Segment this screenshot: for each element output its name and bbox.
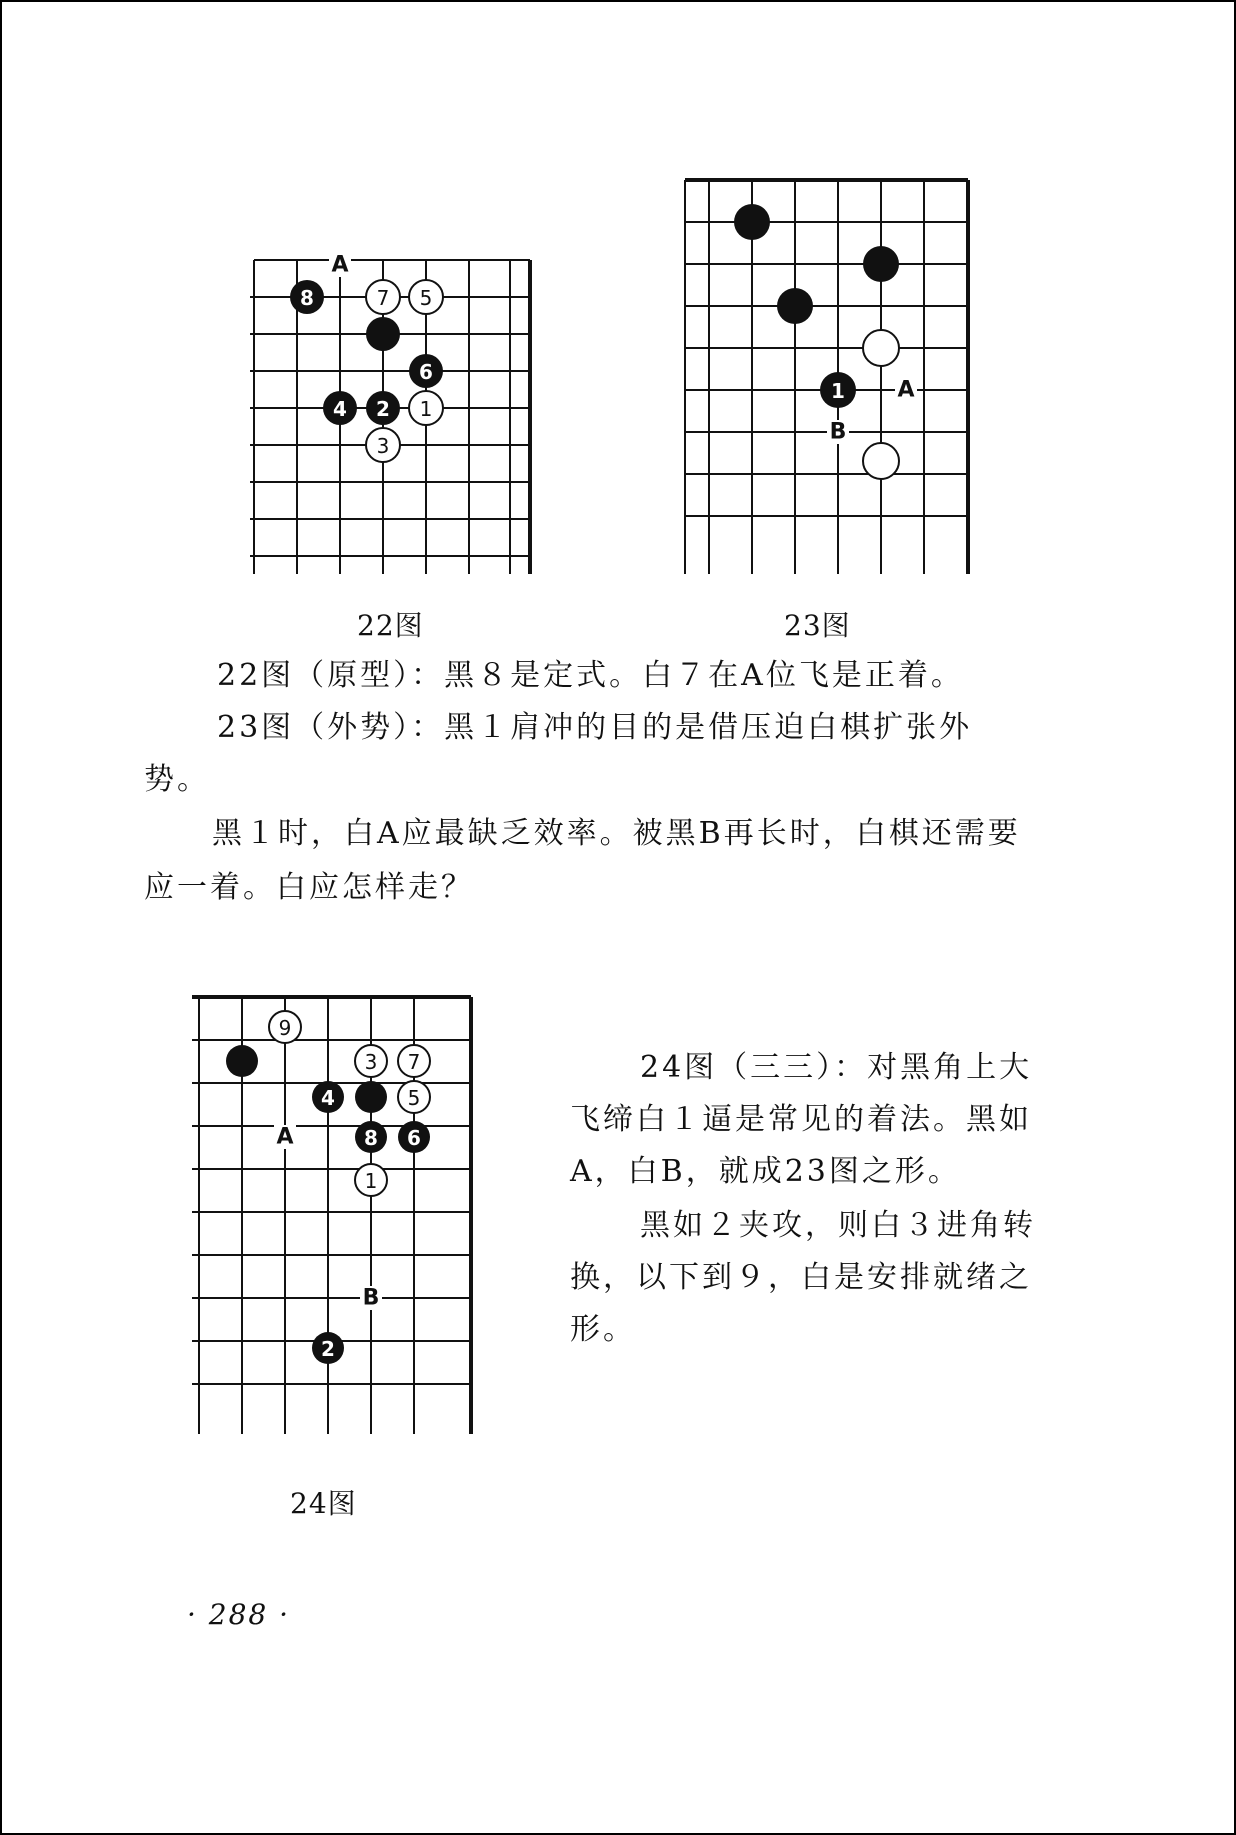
point-label-B: B: [362, 1285, 380, 1311]
diagram-22-caption: 22图: [357, 609, 424, 642]
go-diagram-22: [242, 252, 542, 582]
white-stone-5: [409, 280, 443, 314]
white-stone-5: [398, 1081, 430, 1113]
stone-number: 1: [364, 1169, 378, 1193]
point-label-A: A: [331, 252, 349, 278]
paragraph-24-line3: A，白B，就成23图之形。: [570, 1154, 961, 1189]
white-stone-1: [355, 1164, 387, 1196]
diagram-23-caption: 23图: [784, 609, 851, 642]
go-diagram-23: [682, 172, 982, 582]
white-stone-3: [366, 428, 400, 462]
stone-number: 3: [364, 1050, 378, 1074]
stone-number: 6: [419, 360, 433, 384]
paragraph-24-line2: 飞缔白１逼是常见的着法。黑如: [570, 1102, 1032, 1137]
stone-number: 7: [407, 1050, 421, 1074]
point-label-A: A: [276, 1124, 294, 1150]
black-stone: [355, 1081, 387, 1113]
stone-number: 1: [831, 379, 845, 403]
stone-number: 7: [376, 286, 390, 310]
black-stone-2: [366, 391, 400, 425]
paragraph-24b-line3: 形。: [570, 1312, 636, 1347]
stone-number: 6: [407, 1126, 421, 1150]
black-stone: [863, 246, 899, 282]
paragraph-black1-line1: 黑１时，白A应最缺乏效率。被黑B再长时，白棋还需要: [212, 816, 1021, 851]
black-stone-6: [398, 1121, 430, 1153]
black-stone-4: [323, 391, 357, 425]
black-stone-4: [312, 1081, 344, 1113]
white-stone-9: [269, 1011, 301, 1043]
white-stone-3: [355, 1045, 387, 1077]
stone-number: 5: [419, 286, 433, 310]
paragraph-24b-line2: 换，以下到９，白是安排就绪之: [570, 1260, 1032, 1295]
white-stone: [863, 443, 899, 479]
black-stone-1: [820, 372, 856, 408]
stone-number: 4: [333, 397, 347, 421]
black-stone-2: [312, 1332, 344, 1364]
white-stone-7: [398, 1045, 430, 1077]
black-stone: [734, 204, 770, 240]
black-stone-8: [355, 1121, 387, 1153]
stone-number: 2: [376, 397, 390, 421]
go-diagram-24: [187, 987, 477, 1442]
paragraph-23-line2: 势。: [144, 762, 210, 797]
black-stone-8: [290, 280, 324, 314]
black-stone: [777, 288, 813, 324]
point-label-A: A: [897, 377, 915, 403]
black-stone-6: [409, 354, 443, 388]
stone-number: 3: [376, 434, 390, 458]
white-stone: [863, 330, 899, 366]
paragraph-24-line1: 24图（三三）：对黑角上大: [640, 1050, 1033, 1085]
black-stone: [226, 1045, 258, 1077]
stone-number: 9: [278, 1016, 292, 1040]
black-stone: [366, 317, 400, 351]
paragraph-22: 22图（原型）：黑８是定式。白７在A位飞是正着。: [217, 658, 964, 693]
stone-number: 4: [321, 1086, 335, 1110]
stone-number: 1: [419, 397, 433, 421]
paragraph-24b-line1: 黑如２夹攻，则白３进角转: [640, 1208, 1036, 1243]
paragraph-black1-line2: 应一着。白应怎样走？: [144, 870, 474, 905]
page-number: · 288 ·: [187, 1598, 291, 1631]
stone-number: 2: [321, 1337, 335, 1361]
paragraph-23-line1: 23图（外势）：黑１肩冲的目的是借压迫白棋扩张外: [217, 710, 973, 745]
white-stone-7: [366, 280, 400, 314]
stone-number: 5: [407, 1086, 421, 1110]
stone-number: 8: [364, 1126, 378, 1150]
diagram-24-caption: 24图: [290, 1487, 357, 1520]
stone-number: 8: [300, 286, 314, 310]
point-label-B: B: [829, 419, 847, 445]
white-stone-1: [409, 391, 443, 425]
